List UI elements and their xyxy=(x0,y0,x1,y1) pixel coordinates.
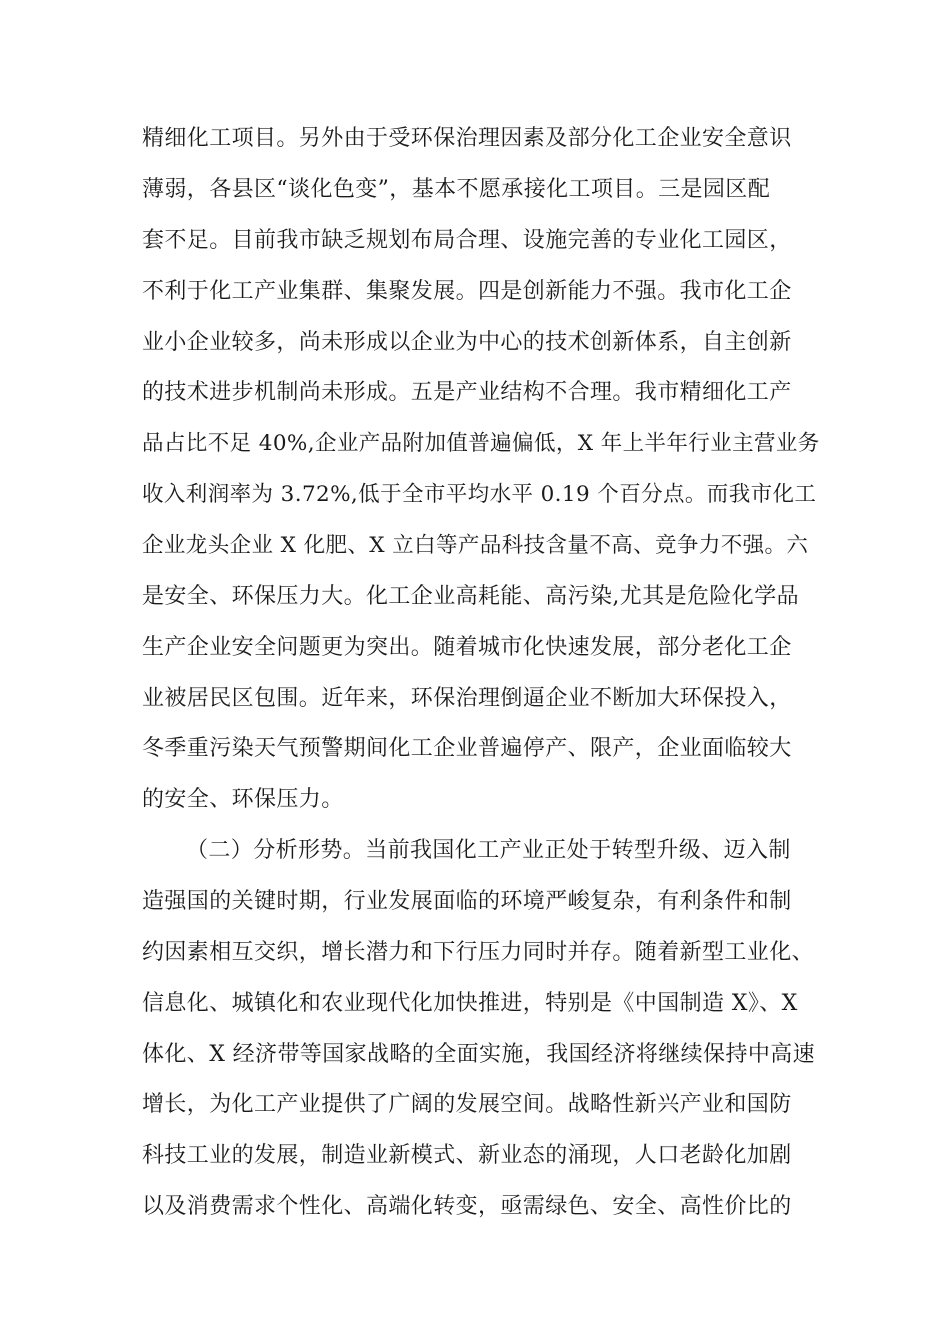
text-line: 是安全、环保压力大。化工企业高耗能、高污染,尤其是危险化学品 xyxy=(142,584,799,609)
text-line: 造强国的关键时期，行业发展面临的环境严峻复杂，有利条件和制 xyxy=(142,889,792,914)
text-line: 冬季重污染天气预警期间化工企业普遍停产、限产，企业面临较大 xyxy=(142,736,792,761)
text-line: 不利于化工产业集群、集聚发展。四是创新能力不强。我市化工企 xyxy=(142,279,792,304)
text-line: 信息化、城镇化和农业现代化加快推进，特别是《中国制造 X》、X xyxy=(142,991,798,1016)
text-line: 精细化工项目。另外由于受环保治理因素及部分化工企业安全意识 xyxy=(142,126,792,151)
text-line: 薄弱，各县区“谈化色变”，基本不愿承接化工项目。三是园区配 xyxy=(142,177,771,202)
text-line: 品占比不足 40%,企业产品附加值普遍偏低，X 年上半年行业主营业务 xyxy=(142,431,820,456)
text-line: 的安全、环保压力。 xyxy=(142,787,344,812)
text-line: 企业龙头企业 X 化肥、X 立白等产品科技含量不高、竞争力不强。六 xyxy=(142,533,809,558)
text-line: 收入利润率为 3.72%,低于全市平均水平 0.19 个百分点。而我市化工 xyxy=(142,482,817,507)
text-line: 科技工业的发展，制造业新模式、新业态的涌现，人口老龄化加剧 xyxy=(142,1143,792,1168)
text-line: 体化、X 经济带等国家战略的全面实施，我国经济将继续保持中高速 xyxy=(142,1042,816,1067)
text-line: 生产企业安全问题更为突出。随着城市化快速发展，部分老化工企 xyxy=(142,635,792,660)
text-line: 以及消费需求个性化、高端化转变，亟需绿色、安全、高性价比的 xyxy=(142,1194,792,1219)
text-line: 套不足。目前我市缺乏规划布局合理、设施完善的专业化工园区， xyxy=(142,228,792,253)
text-line: 业被居民区包围。近年来，环保治理倒逼企业不断加大环保投入， xyxy=(142,686,792,711)
paragraph-start-line: （二）分析形势。当前我国化工产业正处于转型升级、迈入制 xyxy=(186,838,791,863)
text-line: 约因素相互交织，增长潜力和下行压力同时并存。随着新型工业化、 xyxy=(142,940,815,965)
text-line: 增长，为化工产业提供了广阔的发展空间。战略性新兴产业和国防 xyxy=(142,1092,792,1117)
text-line: 的技术进步机制尚未形成。五是产业结构不合理。我市精细化工产 xyxy=(142,380,792,405)
text-line: 业小企业较多，尚未形成以企业为中心的技术创新体系，自主创新 xyxy=(142,330,792,355)
